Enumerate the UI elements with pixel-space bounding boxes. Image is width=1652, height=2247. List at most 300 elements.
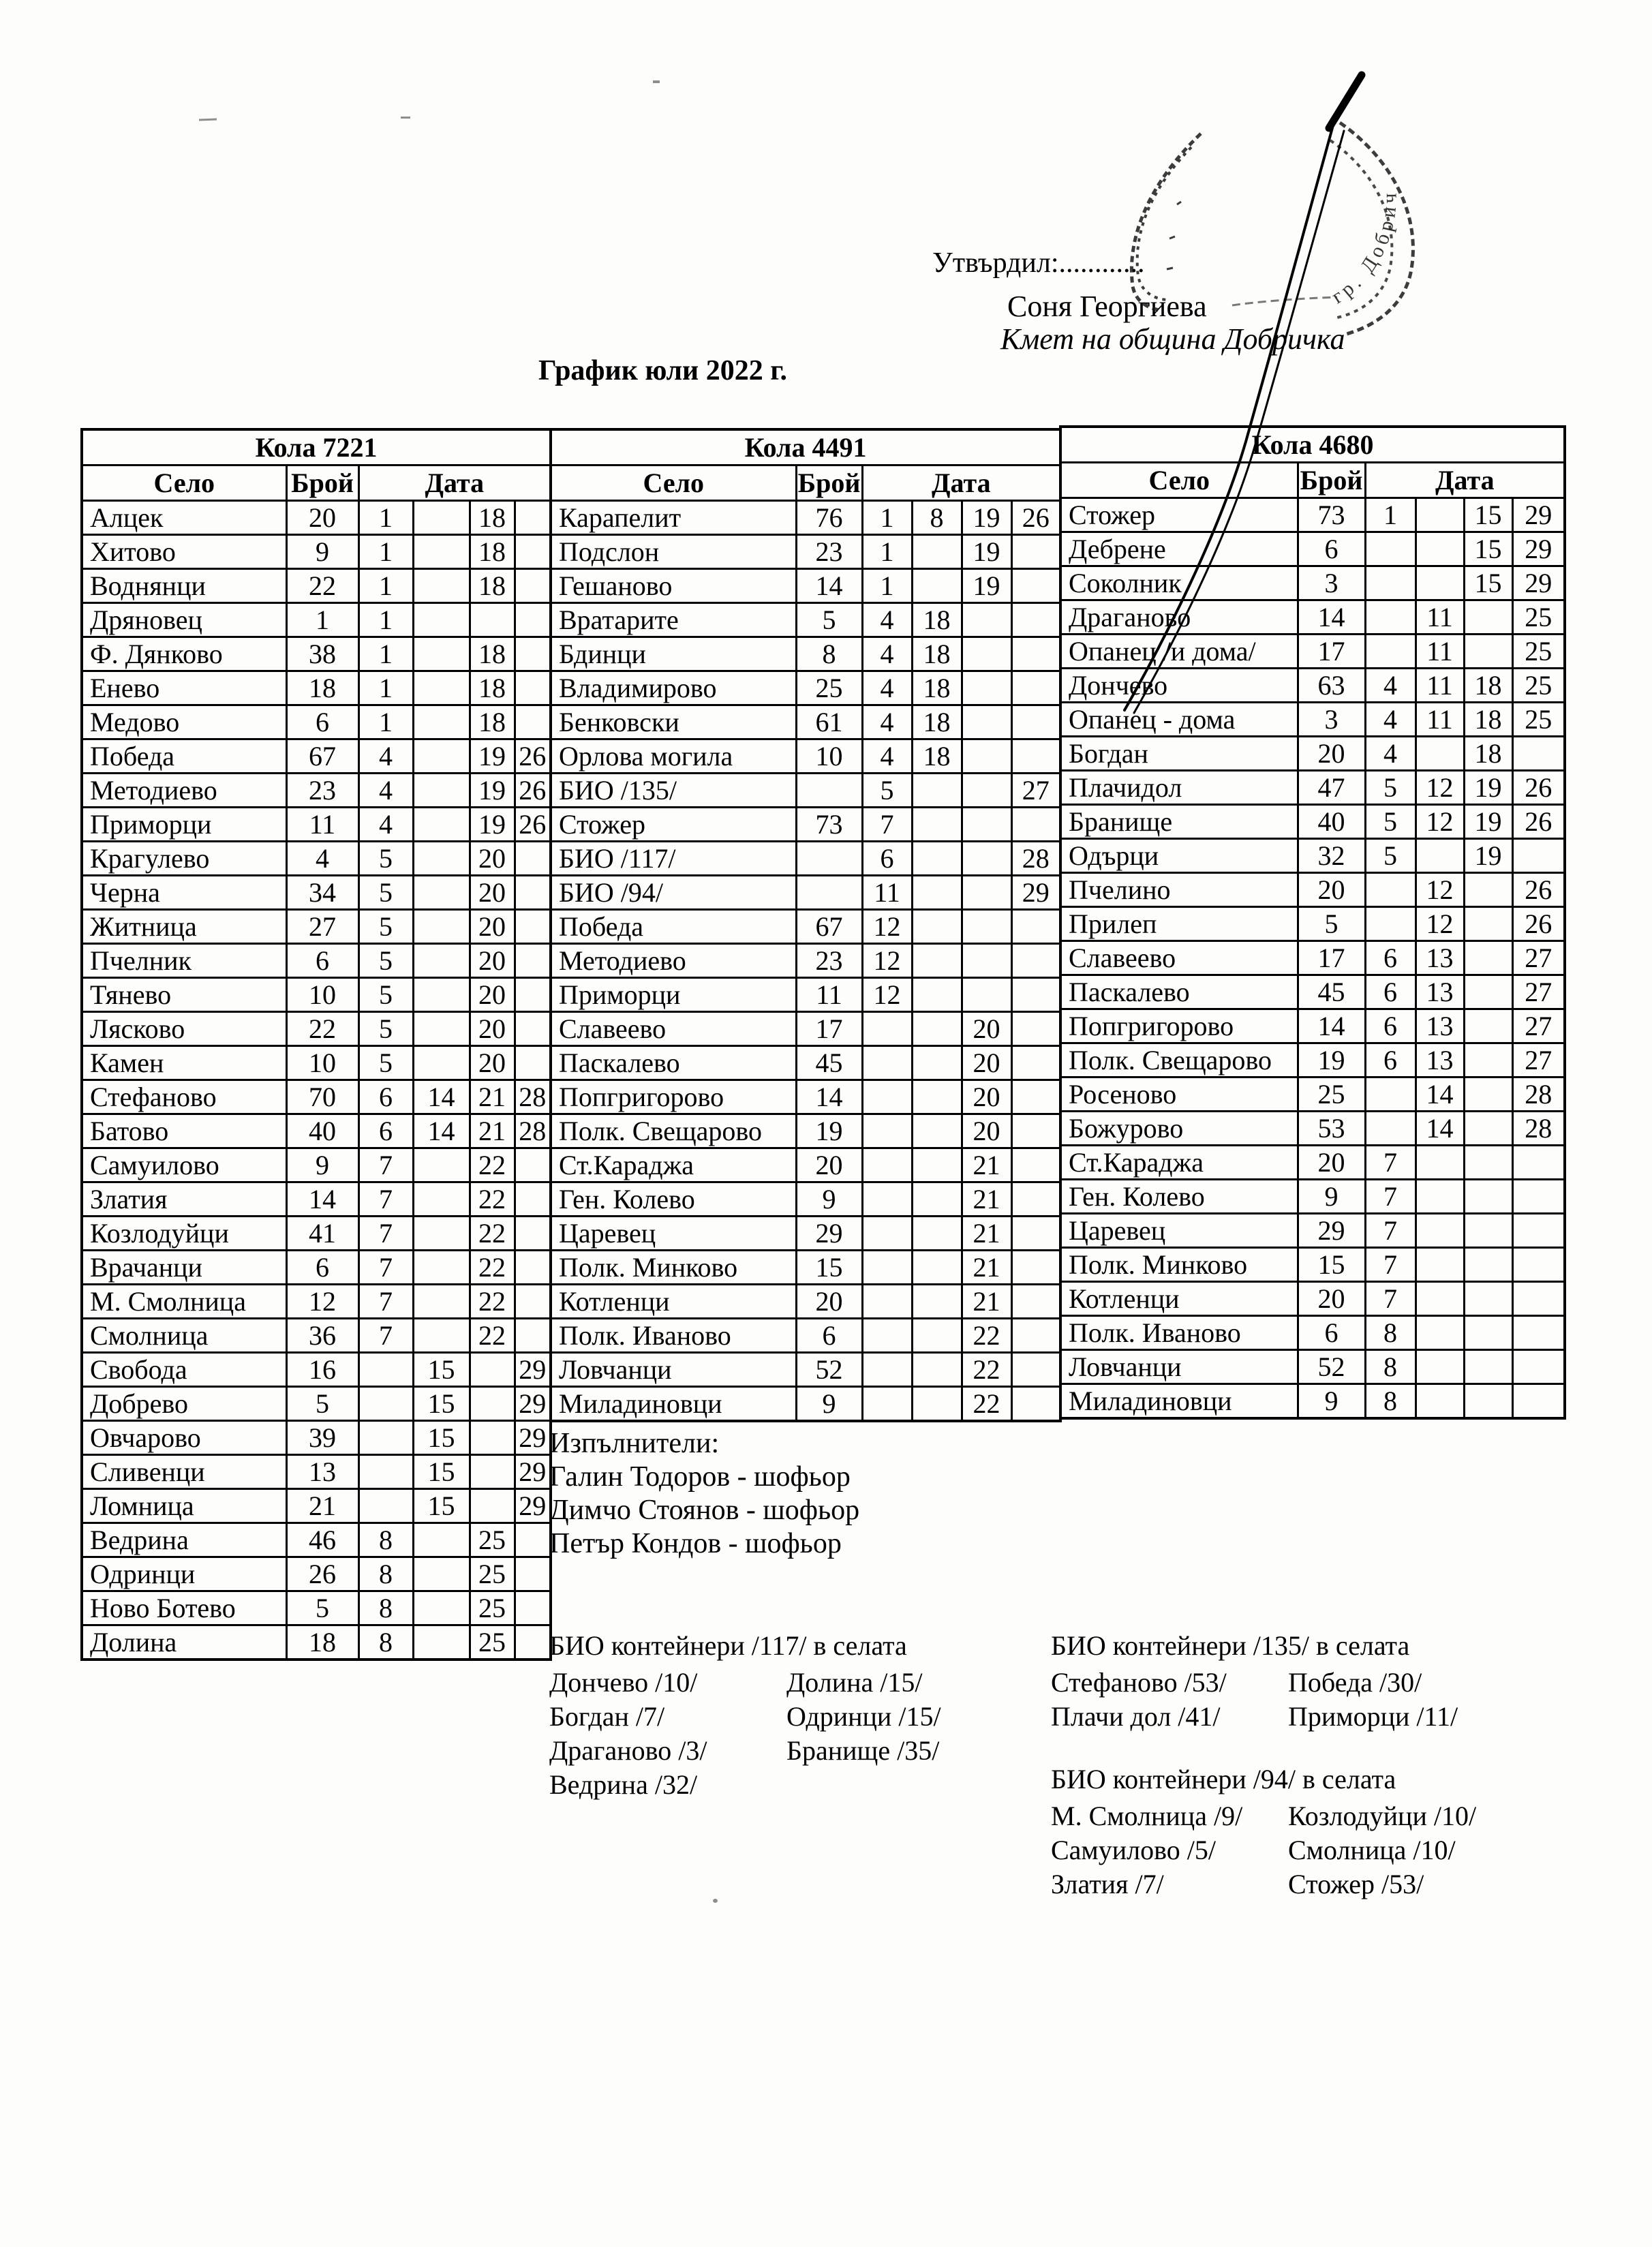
date-cell — [515, 1523, 551, 1557]
village-cell: Полк. Свещарово — [1060, 1043, 1298, 1077]
village-cell: Полк. Минково — [1060, 1248, 1298, 1282]
date-cell: 11 — [1416, 635, 1464, 669]
scan-noise-speck — [713, 1899, 718, 1903]
date-cell: 29 — [1512, 498, 1565, 532]
village-cell: Златия — [82, 1182, 286, 1217]
date-cell: 29 — [515, 1387, 551, 1421]
date-cell: 20 — [962, 1012, 1011, 1046]
date-cell — [912, 1353, 962, 1387]
count-cell: 20 — [1298, 737, 1365, 771]
date-cell: 11 — [1416, 669, 1464, 703]
count-cell: 34 — [286, 876, 358, 910]
date-cell — [1464, 1112, 1512, 1146]
date-cell: 7 — [358, 1217, 413, 1251]
approver-name: Соня Георгиева — [1007, 290, 1207, 323]
table-row — [551, 739, 1060, 774]
date-cell: 5 — [358, 1046, 413, 1080]
date-cell: 18 — [470, 501, 515, 535]
count-cell: 61 — [796, 705, 862, 739]
table-row — [82, 569, 551, 603]
table-row — [82, 1046, 551, 1080]
table-row — [551, 1114, 1060, 1148]
table-row — [82, 501, 551, 535]
date-cell: 5 — [1365, 805, 1416, 839]
scan-noise-speck — [401, 117, 410, 119]
date-cell: 20 — [962, 1046, 1011, 1080]
date-cell — [515, 535, 551, 569]
date-cell: 7 — [1365, 1282, 1416, 1316]
date-cell — [912, 910, 962, 944]
count-cell: 17 — [796, 1012, 862, 1046]
date-cell: 8 — [358, 1625, 413, 1660]
village-cell: Ст.Караджа — [551, 1148, 796, 1182]
date-cell — [912, 1114, 962, 1148]
count-cell: 9 — [796, 1387, 862, 1422]
date-cell — [413, 944, 470, 978]
date-cell — [413, 1251, 470, 1285]
date-cell: 13 — [1416, 1009, 1464, 1043]
column-header-village: Село — [82, 465, 286, 501]
column-header-date: Дата — [862, 465, 1060, 501]
count-cell: 10 — [286, 978, 358, 1012]
date-cell — [912, 842, 962, 876]
date-cell — [470, 1489, 515, 1523]
approved-label: Утвърдил:............ — [932, 247, 1145, 279]
village-cell: Ловчанци — [551, 1353, 796, 1387]
date-cell — [515, 705, 551, 739]
table-row — [1060, 1146, 1565, 1180]
date-cell — [1464, 1180, 1512, 1214]
date-cell — [1416, 737, 1464, 771]
table-row — [1060, 600, 1565, 635]
table-row — [82, 876, 551, 910]
date-cell — [912, 876, 962, 910]
date-cell: 21 — [470, 1080, 515, 1114]
date-cell — [1011, 978, 1060, 1012]
count-cell — [796, 842, 862, 876]
date-cell: 26 — [1512, 771, 1565, 805]
village-cell: Пчелино — [1060, 873, 1298, 907]
date-cell: 22 — [470, 1285, 515, 1319]
village-cell: Свобода — [82, 1353, 286, 1387]
date-cell — [912, 1012, 962, 1046]
date-cell: 7 — [862, 808, 912, 842]
date-cell: 20 — [962, 1114, 1011, 1148]
table-row — [1060, 941, 1565, 975]
date-cell: 19 — [962, 535, 1011, 569]
date-cell: 4 — [1365, 737, 1416, 771]
stamp-text: гр. Добрич — [1327, 189, 1401, 309]
table-row — [551, 978, 1060, 1012]
date-cell — [1464, 975, 1512, 1009]
table-row — [82, 535, 551, 569]
village-cell: Козлодуйци — [82, 1217, 286, 1251]
count-cell: 1 — [286, 603, 358, 637]
date-cell — [1512, 1248, 1565, 1282]
date-cell — [413, 1046, 470, 1080]
table-row — [551, 1046, 1060, 1080]
count-cell: 4 — [286, 842, 358, 876]
bio-section-117 — [549, 1629, 941, 1802]
table-row — [82, 1319, 551, 1353]
schedule-table-4680 — [1059, 425, 1566, 1420]
count-cell: 25 — [1298, 1077, 1365, 1112]
bio-item: Драганово /3/ — [549, 1735, 707, 1766]
date-cell: 5 — [358, 842, 413, 876]
village-cell: Ст.Караджа — [1060, 1146, 1298, 1180]
date-cell: 1 — [358, 705, 413, 739]
date-cell — [1011, 1148, 1060, 1182]
village-cell: Полк. Минково — [551, 1251, 796, 1285]
village-cell: Лясково — [82, 1012, 286, 1046]
date-cell: 12 — [1416, 771, 1464, 805]
table-row — [82, 1455, 551, 1489]
count-cell — [796, 774, 862, 808]
table-row — [82, 1182, 551, 1217]
village-cell: Черна — [82, 876, 286, 910]
date-cell — [862, 1080, 912, 1114]
table-row — [1060, 771, 1565, 805]
table-row — [82, 1285, 551, 1319]
schedule-table-4491 — [549, 428, 1062, 1422]
count-cell: 14 — [796, 1080, 862, 1114]
date-cell: 5 — [358, 876, 413, 910]
count-cell: 14 — [796, 569, 862, 603]
table-row — [551, 1012, 1060, 1046]
approver-title: Кмет на община Добричка — [1000, 322, 1345, 356]
date-cell — [515, 1557, 551, 1591]
table-row — [551, 1182, 1060, 1217]
village-cell: Победа — [551, 910, 796, 944]
date-cell — [962, 637, 1011, 671]
table-row — [1060, 907, 1565, 941]
date-cell — [862, 1319, 912, 1353]
count-cell: 20 — [1298, 1282, 1365, 1316]
date-cell: 19 — [962, 569, 1011, 603]
date-cell — [912, 1080, 962, 1114]
count-cell: 63 — [1298, 669, 1365, 703]
village-cell: Алцек — [82, 501, 286, 535]
date-cell — [515, 569, 551, 603]
date-cell — [1464, 1248, 1512, 1282]
table-row — [82, 1591, 551, 1625]
village-cell: Соколник — [1060, 566, 1298, 600]
date-cell: 19 — [1464, 771, 1512, 805]
bio-item: Козлодуйци /10/ — [1288, 1801, 1477, 1831]
column-header-count: Брой — [796, 465, 862, 501]
date-cell — [1512, 1384, 1565, 1419]
date-cell — [912, 569, 962, 603]
count-cell: 76 — [796, 501, 862, 535]
table-row — [551, 1080, 1060, 1114]
date-cell — [515, 1591, 551, 1625]
date-cell — [1011, 1114, 1060, 1148]
date-cell — [1416, 566, 1464, 600]
date-cell: 5 — [358, 944, 413, 978]
column-header-count: Брой — [1298, 463, 1365, 498]
count-cell: 15 — [796, 1251, 862, 1285]
date-cell — [515, 1148, 551, 1182]
table-row — [551, 637, 1060, 671]
table-row — [551, 910, 1060, 944]
car-header: Кола 7221 — [82, 429, 551, 465]
table-row — [1060, 1077, 1565, 1112]
date-cell: 8 — [358, 1523, 413, 1557]
village-cell: Котленци — [1060, 1282, 1298, 1316]
count-cell: 9 — [1298, 1180, 1365, 1214]
stamp-left-fragment — [1131, 134, 1201, 311]
table-row — [1060, 1180, 1565, 1214]
date-cell: 18 — [912, 739, 962, 774]
date-cell: 14 — [413, 1080, 470, 1114]
date-cell: 8 — [1365, 1384, 1416, 1419]
table-row — [1060, 498, 1565, 532]
table-row — [551, 1387, 1060, 1422]
date-cell — [1512, 1214, 1565, 1248]
date-cell: 8 — [1365, 1350, 1416, 1384]
date-cell — [413, 637, 470, 671]
date-cell — [1365, 1112, 1416, 1146]
date-cell: 18 — [470, 637, 515, 671]
village-cell: БИО /117/ — [551, 842, 796, 876]
count-cell: 40 — [286, 1114, 358, 1148]
bio-item: Богдан /7/ — [549, 1701, 665, 1732]
table-row — [82, 1148, 551, 1182]
date-cell: 29 — [515, 1353, 551, 1387]
village-cell: Сливенци — [82, 1455, 286, 1489]
count-cell: 25 — [796, 671, 862, 705]
count-cell: 5 — [1298, 907, 1365, 941]
date-cell: 18 — [470, 671, 515, 705]
date-cell: 29 — [515, 1421, 551, 1455]
village-cell: Плачидол — [1060, 771, 1298, 805]
date-cell: 7 — [358, 1319, 413, 1353]
village-cell: Подслон — [551, 535, 796, 569]
date-cell: 28 — [1011, 842, 1060, 876]
date-cell — [1464, 907, 1512, 941]
count-cell: 47 — [1298, 771, 1365, 805]
bio-item: Златия /7/ — [1051, 1869, 1164, 1899]
village-cell: Росеново — [1060, 1077, 1298, 1112]
date-cell: 7 — [358, 1148, 413, 1182]
village-cell: Пчелник — [82, 944, 286, 978]
date-cell: 8 — [1365, 1316, 1416, 1350]
village-cell: Попгригорово — [1060, 1009, 1298, 1043]
date-cell: 22 — [470, 1319, 515, 1353]
date-cell: 7 — [358, 1285, 413, 1319]
count-cell: 46 — [286, 1523, 358, 1557]
date-cell: 18 — [470, 705, 515, 739]
date-cell — [1512, 839, 1565, 873]
date-cell: 21 — [962, 1251, 1011, 1285]
date-cell — [962, 978, 1011, 1012]
village-cell: М. Смолница — [82, 1285, 286, 1319]
column-header-date: Дата — [1365, 463, 1565, 498]
date-cell — [358, 1387, 413, 1421]
date-cell: 27 — [1011, 774, 1060, 808]
date-cell — [1011, 1217, 1060, 1251]
column-header-village: Село — [551, 465, 796, 501]
date-cell: 15 — [413, 1455, 470, 1489]
date-cell — [912, 1387, 962, 1422]
village-cell: Орлова могила — [551, 739, 796, 774]
count-cell: 41 — [286, 1217, 358, 1251]
date-cell — [1464, 1350, 1512, 1384]
date-cell — [862, 1046, 912, 1080]
date-cell — [413, 705, 470, 739]
village-cell: Добрево — [82, 1387, 286, 1421]
date-cell: 4 — [1365, 703, 1416, 737]
date-cell: 1 — [862, 535, 912, 569]
village-cell: Славеево — [551, 1012, 796, 1046]
table-row — [1060, 1248, 1565, 1282]
count-cell: 6 — [1298, 532, 1365, 566]
date-cell — [515, 944, 551, 978]
date-cell: 26 — [515, 808, 551, 842]
table-row — [551, 1251, 1060, 1285]
date-cell: 12 — [1416, 805, 1464, 839]
date-cell — [912, 1319, 962, 1353]
village-cell: Дебрене — [1060, 532, 1298, 566]
date-cell — [1011, 808, 1060, 842]
village-cell: Стефаново — [82, 1080, 286, 1114]
date-cell — [1464, 873, 1512, 907]
village-cell: Победа — [82, 739, 286, 774]
date-cell: 12 — [1416, 873, 1464, 907]
date-cell: 14 — [1416, 1077, 1464, 1112]
date-cell — [515, 603, 551, 637]
count-cell: 14 — [1298, 600, 1365, 635]
count-cell: 6 — [796, 1319, 862, 1353]
table-row — [82, 1625, 551, 1660]
date-cell — [1365, 600, 1416, 635]
bio-item: Ведрина /32/ — [549, 1769, 698, 1800]
date-cell — [1365, 566, 1416, 600]
scan-noise-speck — [653, 80, 660, 83]
village-cell: Попгригорово — [551, 1080, 796, 1114]
village-cell: Царевец — [551, 1217, 796, 1251]
bio-heading: БИО контейнери /135/ в селата — [1051, 1630, 1410, 1661]
date-cell: 20 — [470, 1012, 515, 1046]
count-cell: 19 — [796, 1114, 862, 1148]
date-cell — [413, 978, 470, 1012]
date-cell — [862, 1251, 912, 1285]
table-row — [551, 1148, 1060, 1182]
table-row — [1060, 839, 1565, 873]
date-cell — [358, 1353, 413, 1387]
date-cell — [470, 1353, 515, 1387]
date-cell — [862, 1285, 912, 1319]
table-row — [82, 705, 551, 739]
count-cell: 13 — [286, 1455, 358, 1489]
date-cell: 1 — [358, 535, 413, 569]
count-cell — [796, 876, 862, 910]
count-cell: 23 — [286, 774, 358, 808]
date-cell — [1011, 1285, 1060, 1319]
date-cell — [413, 808, 470, 842]
date-cell: 15 — [413, 1489, 470, 1523]
date-cell — [1011, 944, 1060, 978]
village-cell: Дончево — [1060, 669, 1298, 703]
count-cell: 5 — [286, 1387, 358, 1421]
count-cell: 29 — [796, 1217, 862, 1251]
table-row — [82, 1353, 551, 1387]
date-cell — [1512, 1146, 1565, 1180]
date-cell: 4 — [862, 739, 912, 774]
driver-line: Петър Кондов - шофьор — [549, 1528, 842, 1559]
table-row — [1060, 1112, 1565, 1146]
bio-item: Приморци /11/ — [1288, 1701, 1458, 1732]
date-cell: 14 — [1416, 1112, 1464, 1146]
table-row — [1060, 873, 1565, 907]
count-cell: 5 — [286, 1591, 358, 1625]
date-cell: 22 — [962, 1319, 1011, 1353]
date-cell: 28 — [1512, 1112, 1565, 1146]
count-cell: 29 — [1298, 1214, 1365, 1248]
village-cell: Котленци — [551, 1285, 796, 1319]
date-cell: 20 — [470, 842, 515, 876]
date-cell: 22 — [962, 1387, 1011, 1422]
column-header-date: Дата — [358, 465, 551, 501]
date-cell — [413, 535, 470, 569]
village-cell: Полк. Иваново — [1060, 1316, 1298, 1350]
date-cell: 21 — [962, 1148, 1011, 1182]
date-cell: 1 — [862, 501, 912, 535]
car-header: Кола 4680 — [1060, 427, 1565, 463]
village-cell: Смолница — [82, 1319, 286, 1353]
count-cell: 32 — [1298, 839, 1365, 873]
table-row — [82, 1557, 551, 1591]
count-cell: 45 — [796, 1046, 862, 1080]
table-row — [551, 842, 1060, 876]
count-cell: 20 — [286, 501, 358, 535]
table-row — [82, 671, 551, 705]
date-cell — [515, 842, 551, 876]
date-cell: 4 — [1365, 669, 1416, 703]
date-cell: 18 — [912, 705, 962, 739]
table-row — [1060, 1350, 1565, 1384]
date-cell: 6 — [862, 842, 912, 876]
date-cell: 26 — [1512, 907, 1565, 941]
date-cell — [862, 1217, 912, 1251]
date-cell: 15 — [1464, 532, 1512, 566]
count-cell: 3 — [1298, 703, 1365, 737]
village-cell: Ген. Колево — [1060, 1180, 1298, 1214]
village-cell: Батово — [82, 1114, 286, 1148]
village-cell: Карапелит — [551, 501, 796, 535]
date-cell — [413, 1591, 470, 1625]
date-cell — [962, 705, 1011, 739]
date-cell: 18 — [470, 535, 515, 569]
count-cell: 16 — [286, 1353, 358, 1387]
date-cell: 1 — [358, 603, 413, 637]
bio-item: Долина /15/ — [786, 1667, 923, 1698]
date-cell — [515, 1285, 551, 1319]
village-cell: Бранище — [1060, 805, 1298, 839]
date-cell — [1011, 1319, 1060, 1353]
date-cell: 14 — [413, 1114, 470, 1148]
count-cell: 6 — [286, 1251, 358, 1285]
date-cell: 20 — [470, 1046, 515, 1080]
date-cell: 12 — [862, 944, 912, 978]
village-cell: Методиево — [82, 774, 286, 808]
date-cell — [413, 501, 470, 535]
date-cell — [962, 910, 1011, 944]
date-cell: 18 — [1464, 703, 1512, 737]
bio-heading: БИО контейнери /94/ в селата — [1051, 1764, 1396, 1794]
date-cell: 26 — [1011, 501, 1060, 535]
count-cell: 22 — [286, 1012, 358, 1046]
